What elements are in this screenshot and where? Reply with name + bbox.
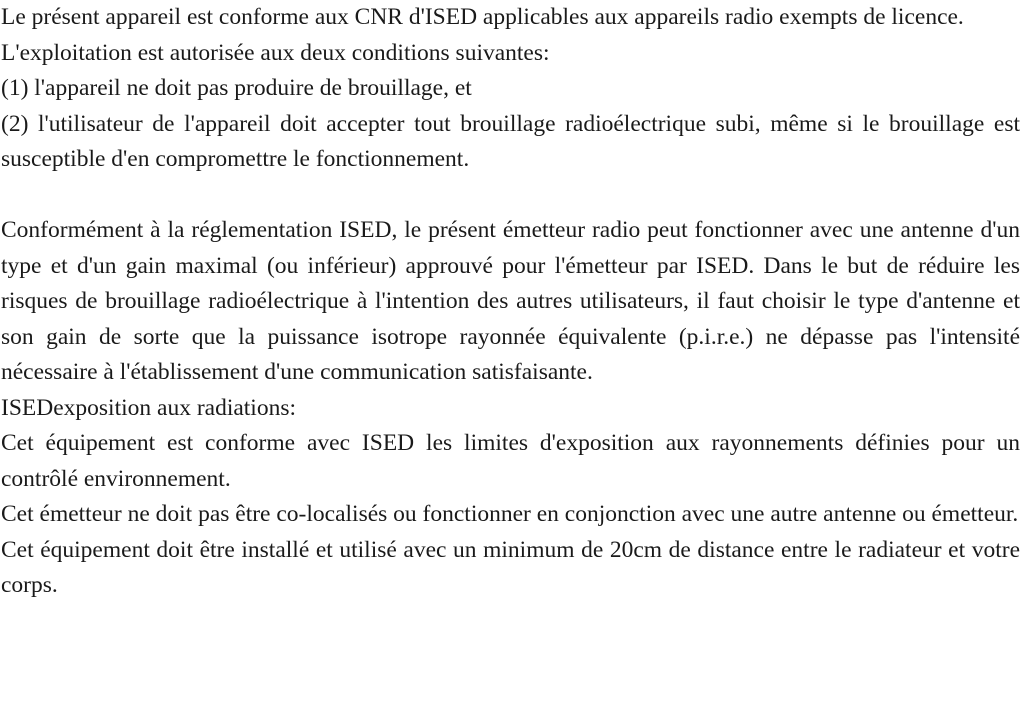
paragraph-operation-conditions: L'exploitation est autorisée aux deux conditions suivantes: xyxy=(1,39,550,66)
paragraph-minimum-distance: Cet équipement doit être installé et utilisé avec un minimum de 20cm de distance entre le radiateur et votre corps. xyxy=(1,536,1020,598)
paragraph-co-location: Cet émetteur ne doit pas être co-localisés ou fonctionner en conjonction avec une autre antenne ou émetteur. xyxy=(1,501,1019,527)
paragraph-condition-2: (2) l'utilisateur de l'appareil doit accepter tout brouillage radioélectrique subi, même si le brouillage est susceptible d'en compromettre le fonctionnement. xyxy=(1,110,1020,172)
paragraph-conformity-cnr: Le présent appareil est conforme aux CNR d'ISED applicables aux appareils radio exempts de licence. xyxy=(1,4,964,30)
paragraph-radiation-heading: ISEDexposition aux radiations: xyxy=(1,394,297,421)
paragraph-exposure-limits: Cet équipement est conforme avec ISED les limites d'exposition aux rayonnements définies pour un contrôlé environnement. xyxy=(1,430,1020,492)
paragraph-condition-1: (1) l'appareil ne doit pas produire de brouillage, et xyxy=(1,75,472,101)
blank-line xyxy=(1,178,1020,214)
paragraph-antenna-regulation: Conformément à la réglementation ISED, le présent émetteur radio peut fonctionner avec une antenne d'un type et d'un gain maximal (ou inférieur) approuvé pour l'émetteur par ISED. Dans le but de réduire les risques de brouillage radioélectrique à l'intention des autres utilisateurs, il faut choisir le type d'antenne et son gain de sorte que la puissance isotrope rayonnée équivalente (p.i.r.e.) ne dépasse pas l'intensité nécessaire à l'établissement d'une communication satisfaisante. xyxy=(1,217,1020,385)
